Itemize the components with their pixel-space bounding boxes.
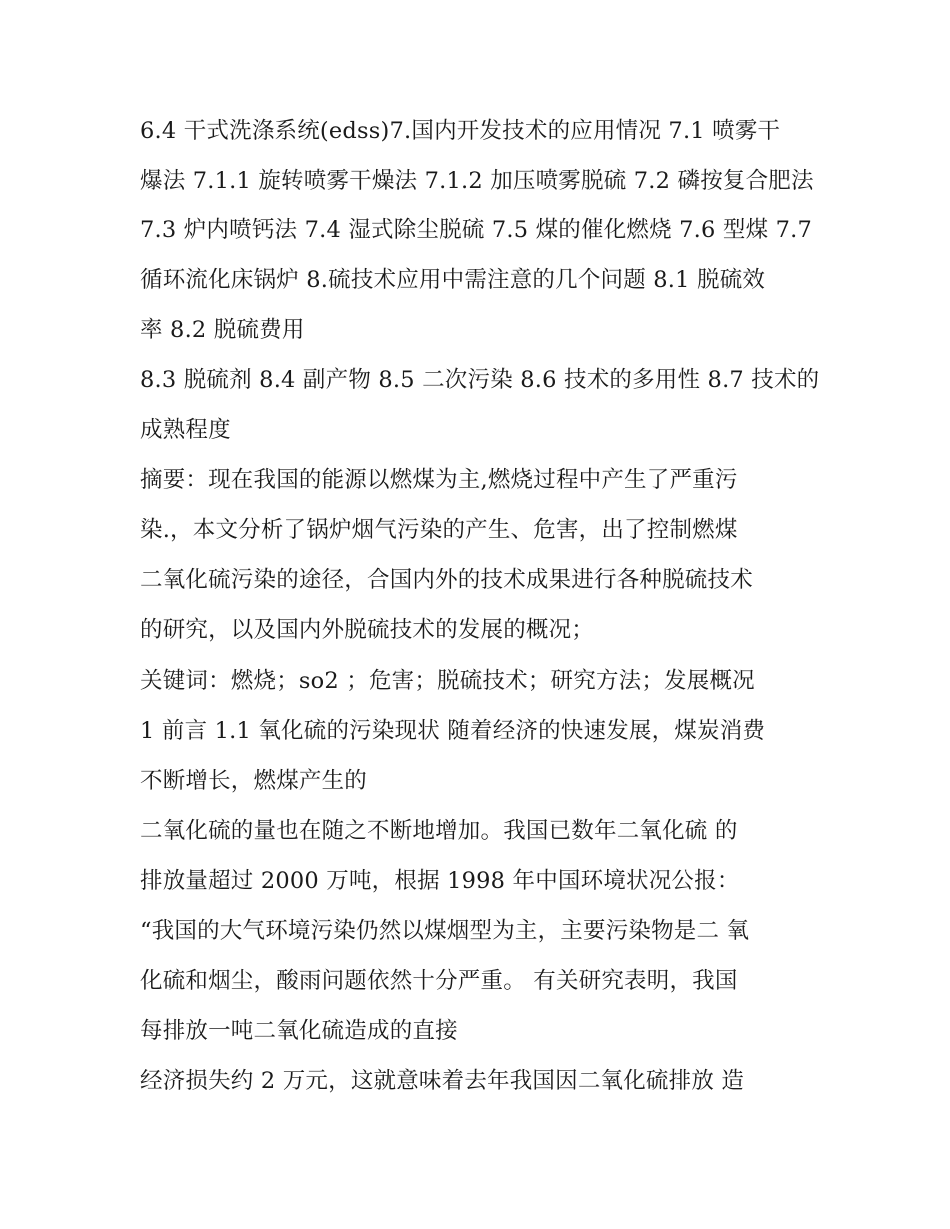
text-line: 每排放一吨二氧化硫造成的直接 [140, 1018, 458, 1044]
text-line: 二氧化硫污染的途径，合国内外的技术成果进行各种脱硫技术 [140, 567, 753, 593]
text-line: 率 8.2 脱硫费用 [140, 317, 305, 343]
text-line: 经济损失约 2 万元，这就意味着去年我国因二氧化硫排放 造 [140, 1068, 745, 1094]
text-line: 排放量超过 2000 万吨，根据 1998 年中国环境状况公报： [140, 868, 740, 894]
text-line: 循环流化床锅炉 8.硫技术应用中需注意的几个问题 8.1 脱硫效 [140, 267, 766, 293]
text-line: 摘要：现在我国的能源以燃煤为主,燃烧过程中产生了严重污 [140, 467, 738, 493]
text-line: 化硫和烟尘，酸雨问题依然十分严重。 有关研究表明，我国 [140, 968, 738, 994]
text-line: 6.4 干式洗涤系统(edss)7.国内开发技术的应用情况 7.1 喷雾干 [140, 118, 781, 144]
text-line: 爆法 7.1.1 旋转喷雾干燥法 7.1.2 加压喷雾脱硫 7.2 磷按复合肥法 [140, 168, 814, 194]
text-line: 成熟程度 [140, 417, 231, 443]
text-line: 1 前言 1.1 氧化硫的污染现状 随着经济的快速发展，煤炭消费 [140, 718, 766, 744]
text-line: 的研究，以及国内外脱硫技术的发展的概况； [140, 617, 595, 643]
text-line: 染.，本文分析了锅炉烟气污染的产生、危害，出了控制燃煤 [140, 517, 738, 543]
text-line: 关键词：燃烧；so2 ；危害；脱硫技术；研究方法；发展概况 [140, 668, 755, 694]
text-line: 7.3 炉内喷钙法 7.4 湿式除尘脱硫 7.5 煤的催化燃烧 7.6 型煤 7.7 [140, 217, 813, 243]
text-line: 不断增长，燃煤产生的 [140, 768, 368, 794]
text-line: “我国的大气环境污染仍然以煤烟型为主，主要污染物是二 氧 [140, 918, 750, 944]
text-line: 8.3 脱硫剂 8.4 副产物 8.5 二次污染 8.6 技术的多用性 8.7 技术的 [140, 367, 820, 393]
text-line: 二氧化硫的量也在随之不断地增加。我国已数年二氧化硫 的 [140, 818, 738, 844]
